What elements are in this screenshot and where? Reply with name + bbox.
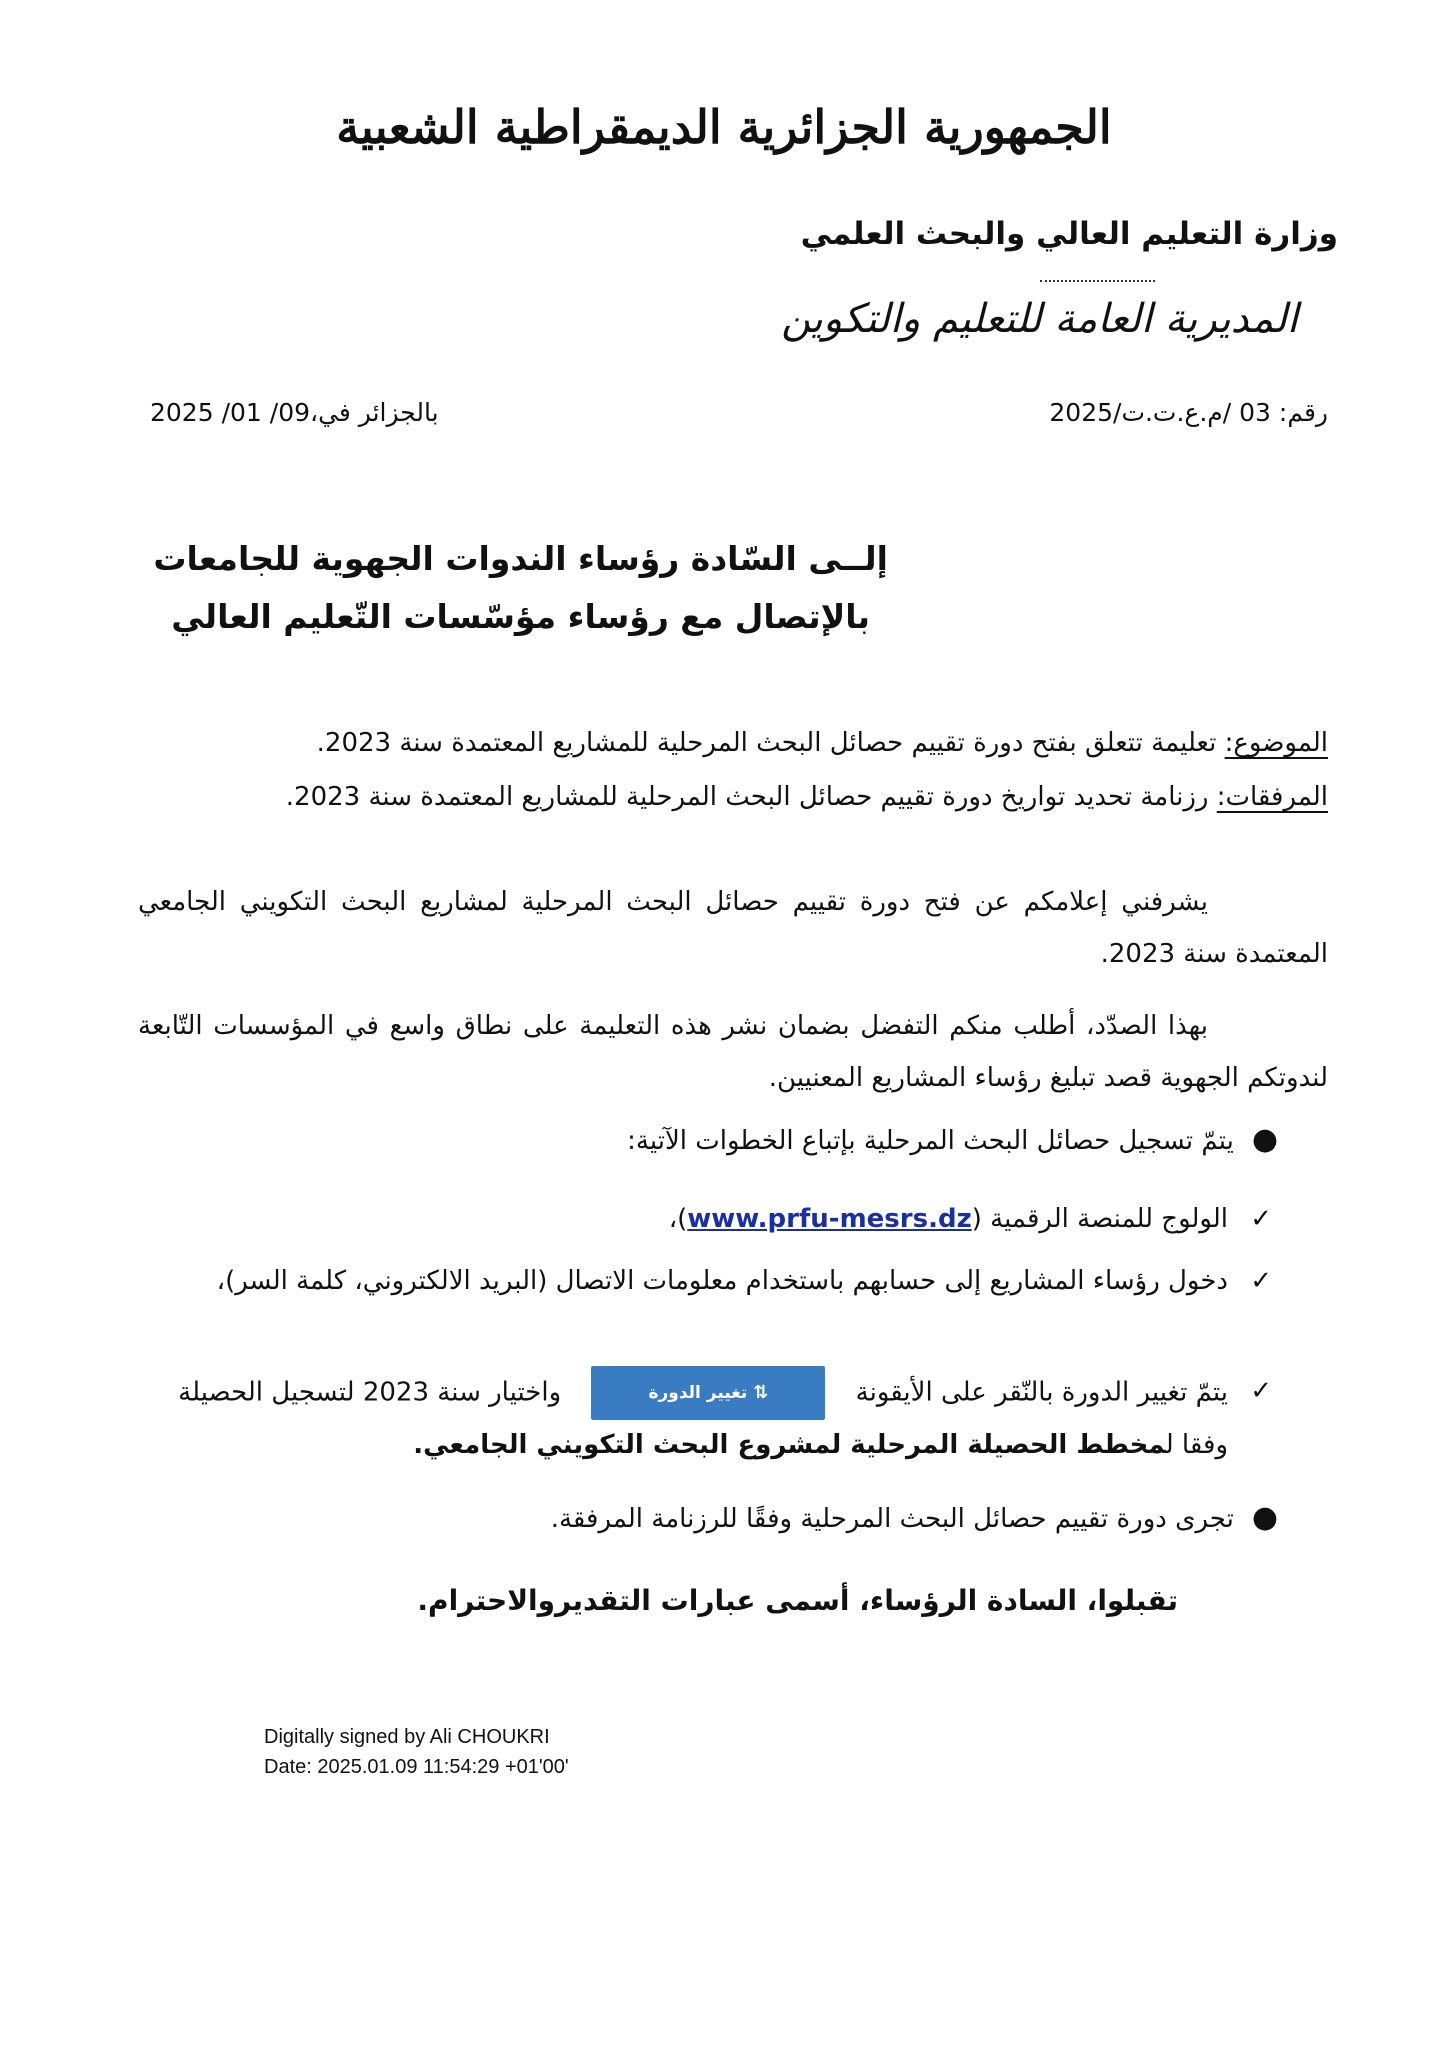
ministry-name: وزارة التعليم العالي والبحث العلمي (800, 216, 1338, 252)
addressee-block (153, 530, 888, 646)
republic-title: الجمهورية الجزائرية الديمقراطية الشعبية (336, 100, 1112, 154)
bullet-dot-icon: ● (1251, 1122, 1278, 1157)
attachments-line (286, 782, 1328, 812)
check-3-text-before: يتمّ تغيير الدورة بالنّقر على الأيقونة (855, 1377, 1228, 1408)
attachments-text: رزنامة تحديد تواريخ دورة تقييم حصائل البحث المرحلية للمشاريع المعتمدة سنة 2023. (285, 782, 1209, 812)
check-1-text-after: )، (668, 1204, 688, 1234)
checkmark-icon: ✓ (1250, 1204, 1272, 1234)
letter-date (150, 398, 439, 427)
check-3-text-bold: مخطط الحصيلة المرحلية لمشروع البحث التكويني الجامعي. (413, 1430, 1166, 1460)
ref-label: رقم: (1278, 398, 1328, 427)
subject-line (317, 728, 1328, 758)
bullet-item-1 (627, 1122, 1278, 1157)
bullet-item-2 (551, 1500, 1278, 1535)
bullet-1-text: يتمّ تسجيل حصائل البحث المرحلية بإتباع الخطوات الآتية: (627, 1126, 1234, 1156)
directorate-name: المديرية العامة للتعليم والتكوين (781, 296, 1298, 342)
signature-line-1: Digitally signed by Ali CHOUKRI (264, 1726, 550, 1748)
checkmark-icon: ✓ (1250, 1266, 1272, 1296)
signature-line-2: Date: 2025.01.09 11:54:29 +01'00' (264, 1756, 569, 1778)
subject-text: تعليمة تتعلق بفتح دورة تقييم حصائل البحث المرحلية للمشاريع المعتمدة سنة 2023. (316, 728, 1217, 758)
check-item-3 (138, 1366, 1272, 1470)
check-item-2 (138, 1256, 1272, 1306)
date-label: بالجزائر في، (310, 398, 439, 427)
date-value: 09/ 01/ 2025 (150, 398, 310, 427)
subject-label: الموضوع: (1224, 728, 1328, 758)
paragraph-1-text: يشرفني إعلامكم عن فتح دورة تقييم حصائل البحث المرحلية لمشاريع البحث التكويني الجامعي المعتمدة سنة 2023. (138, 887, 1328, 969)
addressee-line-1: إلــى السّادة رؤساء الندوات الجهوية للجامعات (153, 539, 888, 578)
ref-value: 03 /م.ع.ت.ت/2025 (1049, 398, 1271, 427)
body-paragraph-1 (138, 876, 1328, 980)
change-cycle-label: تغيير الدورة (648, 1383, 748, 1403)
check-1-text-before: الولوج للمنصة الرقمية ( (971, 1204, 1228, 1234)
change-cycle-button[interactable] (591, 1366, 825, 1420)
digital-signature (264, 1722, 569, 1782)
addressee-line-2: بالإتصال مع رؤساء مؤسّسات التّعليم العالي (171, 597, 871, 636)
platform-link[interactable]: www.prfu-mesrs.dz (687, 1204, 972, 1234)
check-item-1 (138, 1194, 1272, 1244)
checkmark-icon: ✓ (1250, 1376, 1272, 1406)
bullet-2-text: تجرى دورة تقييم حصائل البحث المرحلية وفقًا للرزنامة المرفقة. (550, 1504, 1234, 1534)
attachments-label: المرفقات: (1216, 782, 1328, 812)
reference-number (1049, 398, 1328, 427)
check-3-text-middle: واختيار سنة 2023 لتسجيل الحصيلة وفقا ل (178, 1377, 1228, 1460)
closing-salutation: تقبلوا، السادة الرؤساء، أسمى عبارات التقديروالاحترام. (417, 1584, 1178, 1617)
bullet-dot-icon: ● (1251, 1500, 1278, 1535)
dotted-divider (1040, 280, 1155, 282)
body-paragraph-2 (138, 1000, 1328, 1104)
swap-arrows-icon: ⇅ (753, 1382, 769, 1403)
paragraph-2-text: بهذا الصدّد، أطلب منكم التفضل بضمان نشر هذه التعليمة على نطاق واسع في المؤسسات التّابعة لندوتكم الجهوية قصد تبليغ رؤساء المشاريع المعنيين. (138, 1011, 1328, 1093)
check-2-text: دخول رؤساء المشاريع إلى حسابهم باستخدام معلومات الاتصال (البريد الالكتروني، كلمة السر)، (216, 1266, 1228, 1296)
